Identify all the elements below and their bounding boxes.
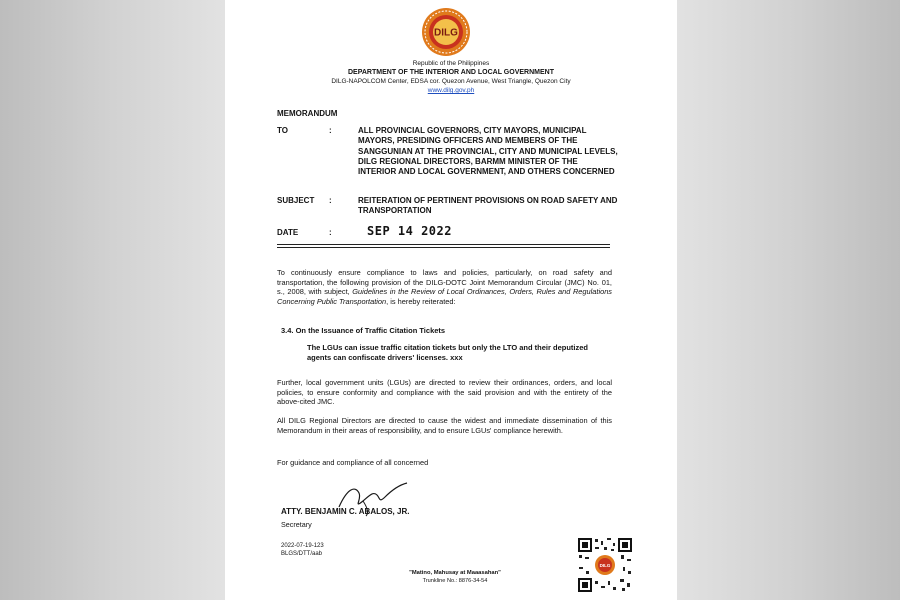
- closing-line: For guidance and compliance of all concerned: [277, 458, 429, 467]
- quoted-provision: The LGUs can issue traffic citation tickets but only the LTO and their deputized agents can confiscate drivers' licenses. xxx: [307, 343, 589, 362]
- separator-rule: [277, 244, 610, 245]
- dilg-seal-logo: [421, 7, 471, 57]
- directive-paragraph: Further, local government units (LGUs) are directed to review their ordinances, orders, and local policies, to ensure conformity and compliance with the said provision and with the entirety of the above-cited JMC.: [277, 378, 612, 407]
- qr-code-icon: [577, 537, 633, 593]
- signatory-name: ATTY. BENJAMIN C. ABALOS, JR.: [281, 507, 410, 516]
- to-colon: :: [329, 126, 332, 135]
- republic-line: Republic of the Philippines: [412, 60, 490, 67]
- website-link[interactable]: www.dilg.gov.ph: [427, 87, 475, 94]
- reference-code: BLGS/DTT/aab: [281, 551, 323, 557]
- dissemination-paragraph: All DILG Regional Directors are directed to cause the widest and immediate dissemination of this Memorandum in their areas of responsibility, and to ensure LGUs' compliance herewith.: [277, 416, 612, 435]
- separator-rule: [277, 247, 610, 248]
- subject-colon: :: [329, 196, 332, 205]
- date-label: DATE: [277, 228, 299, 237]
- department-name: DEPARTMENT OF THE INTERIOR AND LOCAL GOVERNMENT: [348, 69, 554, 76]
- reference-number: 2022-07-19-123: [281, 543, 324, 549]
- footer-motto: "Matino, Mahusay at Maaasahan": [409, 570, 501, 576]
- department-address: DILG-NAPOLCOM Center, EDSA cor. Quezon Avenue, West Triangle, Quezon City: [331, 78, 571, 85]
- intro-paragraph: [277, 268, 612, 306]
- date-stamp: SEP 14 2022: [367, 224, 452, 238]
- date-colon: :: [329, 228, 332, 237]
- background-left: [0, 0, 225, 600]
- memorandum-page: [225, 0, 677, 600]
- to-label: TO: [277, 126, 288, 135]
- signatory-title: Secretary: [281, 520, 312, 529]
- intro-text: To continuously ensure compliance to laws and policies, particularly, on road safety and transportation, the following provision of the DILG-DOTC Joint Memorandum Circular (JMC) No. 01, s., 2008, with subject,: [277, 268, 612, 297]
- svg-text:DILG: DILG: [599, 563, 611, 568]
- footer-trunkline: Trunkline No.: 8876-34-54: [422, 578, 488, 584]
- to-recipients: ALL PROVINCIAL GOVERNORS, CITY MAYORS, MUNICIPAL MAYORS, PRESIDING OFFICERS AND MEMBERS OF THE SANGGUNIAN AT THE PROVINCIAL, CITY AND MUNICIPAL LEVELS, DILG REGIONAL DIRECTORS, BARMM MINISTER OF THE INTERIOR AND LOCAL GOVERNMENT, AND OTHERS CONCERNED: [358, 126, 618, 177]
- subject-label: SUBJECT: [277, 196, 315, 205]
- memo-title: MEMORANDUM: [277, 109, 338, 118]
- svg-text:DILG: DILG: [434, 27, 458, 39]
- intro-text-end: , is hereby reiterated:: [386, 296, 456, 306]
- section-heading: 3.4. On the Issuance of Traffic Citation Tickets: [281, 326, 446, 335]
- background-right: [675, 0, 900, 600]
- subject-text: REITERATION OF PERTINENT PROVISIONS ON ROAD SAFETY AND TRANSPORTATION: [358, 196, 618, 216]
- jmc-subject-title: Guidelines in the Review of Local Ordinances, Orders, Rules and Regulations Concerning Public Transportation: [277, 287, 613, 306]
